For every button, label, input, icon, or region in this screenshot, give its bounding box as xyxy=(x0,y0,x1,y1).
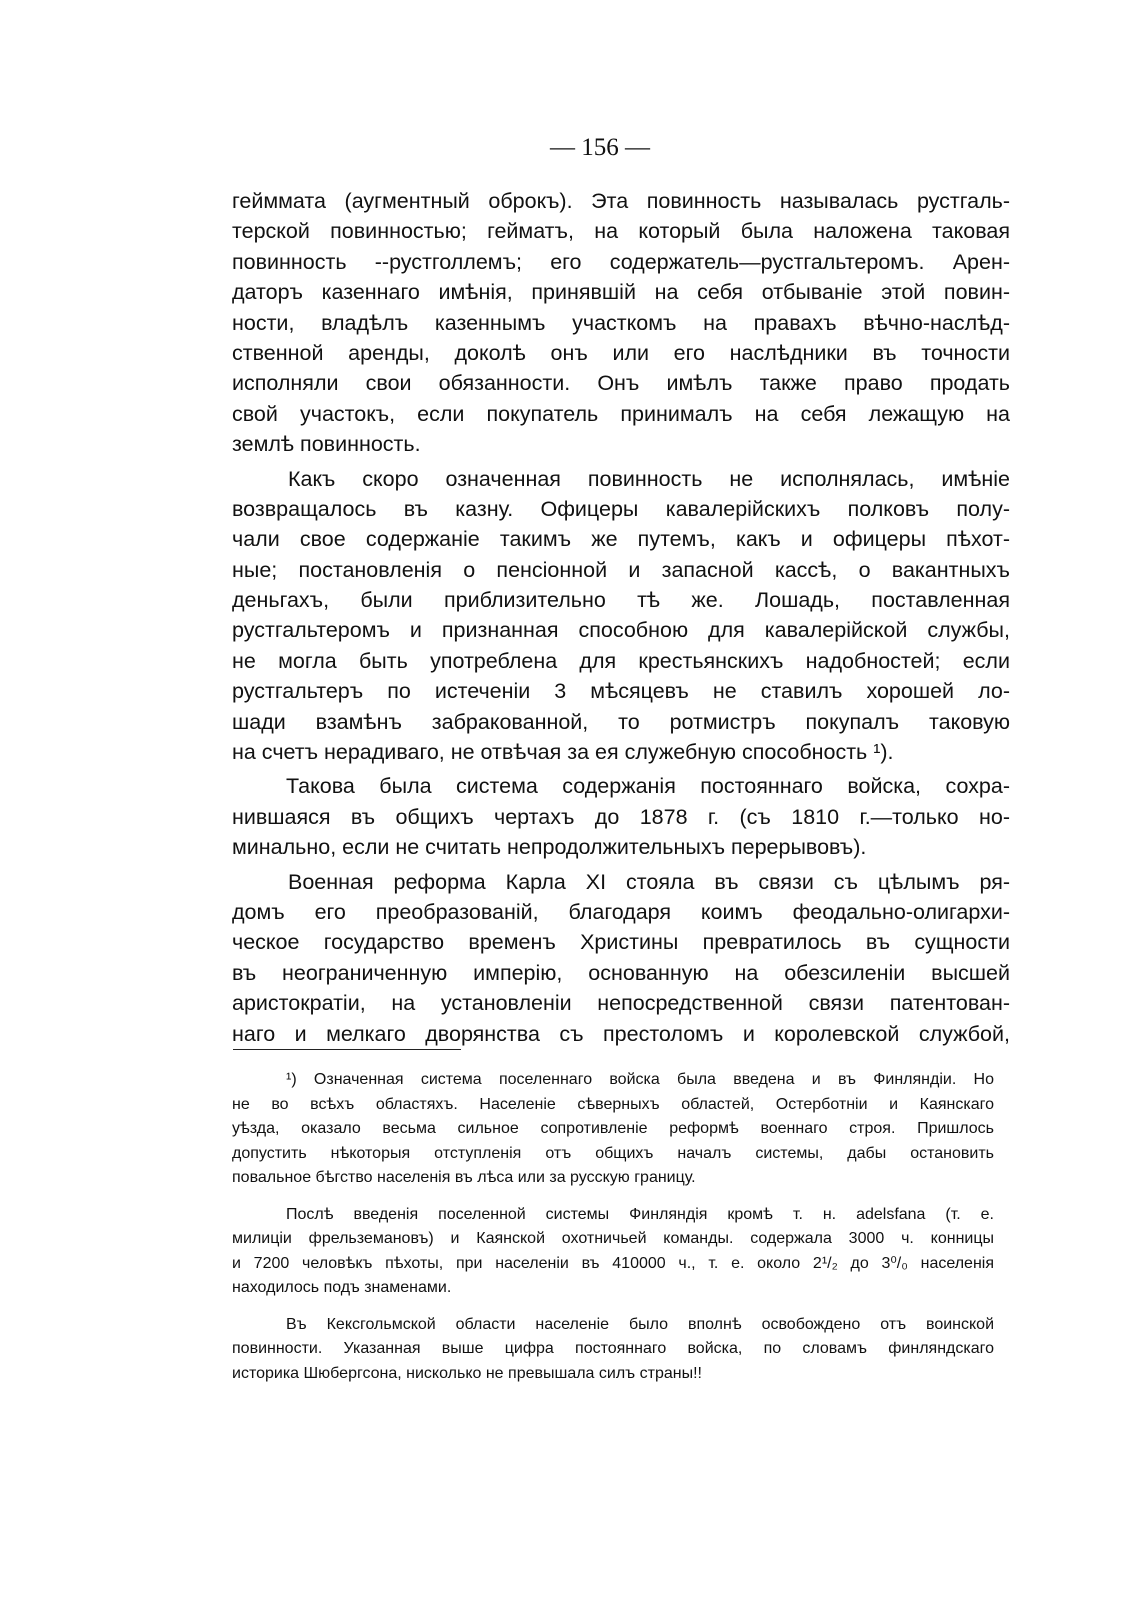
text-line: свой участокъ, если покупатель принималъ на себя лежащую на xyxy=(232,401,1010,426)
text-line: гейммата (аугментный оброкъ). Эта повинность называлась рустгаль- xyxy=(232,189,1010,213)
footnote-divider xyxy=(233,1049,461,1050)
text-line: въ неограниченную имперію, основанную на обезсиленіи высшей xyxy=(232,960,1010,985)
text-line: на счетъ нерадиваго, не отвѣчая за ея служебную способность ¹). xyxy=(232,740,894,765)
text-line: исполняли свои обязанности. Онъ имѣлъ также право продать xyxy=(232,371,1010,396)
text-line: наго и мелкаго дворянства съ престоломъ и королевской службой, xyxy=(232,1021,1010,1046)
footnote-line: Послѣ введенія поселенной системы Финляндія кромѣ т. н. adelsfana (т. е. xyxy=(286,1205,994,1223)
footnote-line: находилось подъ знаменами. xyxy=(232,1279,452,1296)
text-line: ческое государство временъ Христины превратилось въ сущности xyxy=(232,930,1010,955)
footnote-line: и 7200 человѣкъ пѣхоты, при населеніи въ 410000 ч., т. е. около 2¹/₂ до 3⁰/₀ населенія xyxy=(232,1254,994,1272)
text-line: ности, владѣлъ казеннымъ участкомъ на правахъ вѣчно-наслѣд- xyxy=(232,310,1010,335)
text-line: не могла быть употреблена для крестьянскихъ надобностей; если xyxy=(232,648,1010,673)
text-line: рустгальтеромъ и признанная способною для кавалерійской службы, xyxy=(232,618,1010,643)
footnote-line: допустить нѣкоторыя отступленія отъ общихъ началъ системы, дабы остановить xyxy=(232,1144,994,1162)
footnote-line: ¹) Означенная система поселеннаго войска была введена и въ Финляндіи. Но xyxy=(286,1071,994,1088)
text-line: возвращалось въ казну. Офицеры кавалерійскихъ полковъ полу- xyxy=(232,496,1010,521)
text-line: Какъ скоро означенная повинность не исполнялась, имѣніе xyxy=(288,466,1010,491)
text-line: землѣ повинность. xyxy=(232,432,421,457)
text-line: деньгахъ, были приблизительно тѣ же. Лошадь, поставленная xyxy=(232,588,1010,613)
text-line: повинность --рустголлемъ; его содержатель—рустгальтеромъ. Арен- xyxy=(232,249,1010,274)
text-line: шади взамѣнъ забракованной, то ротмистръ покупалъ таковую xyxy=(232,709,1010,734)
footnote-line: Въ Кексгольмской области населеніе было вполнѣ освобождено отъ воинской xyxy=(286,1315,994,1333)
text-line: Военная реформа Карла XI стояла въ связи съ цѣлымъ ря- xyxy=(288,869,1010,894)
text-line: даторъ казеннаго имѣнія, принявшій на себя отбываніе этой повин- xyxy=(232,280,1010,305)
footnotes xyxy=(232,1068,994,1386)
footnote-line: повальное бѣгство населенія въ лѣса или за русскую границу. xyxy=(232,1169,696,1186)
footnote-line: уѣзда, оказало весьма сильное сопротивленіе реформѣ военнаго строя. Пришлось xyxy=(232,1120,994,1137)
main-text xyxy=(232,186,1010,1049)
footnote-line: не во всѣхъ областяхъ. Населеніе сѣверныхъ областей, Остерботніи и Каянскаго xyxy=(232,1095,994,1113)
text-line: терской повинностью; гейматъ, на который была наложена таковая xyxy=(232,219,1010,244)
text-line: ные; постановленія о пенсіонной и запасной кассѣ, о вакантныхъ xyxy=(232,557,1010,582)
text-line: аристократіи, на установленіи непосредственной связи патентован- xyxy=(232,991,1010,1016)
text-line: ственной аренды, доколѣ онъ или его наслѣдники въ точности xyxy=(232,340,1010,365)
page-number: — 156 — xyxy=(550,134,650,161)
text-line: домъ его преобразованій, благодаря коимъ феодально-олигархи- xyxy=(232,899,1010,924)
text-line: минально, если не считать непродолжительныхъ перерывовъ). xyxy=(232,835,867,860)
text-line: рустгальтеръ по истеченіи 3 мѣсяцевъ не ставилъ хорошей ло- xyxy=(232,679,1010,704)
footnote-line: милиціи фрельземановъ) и Каянской охотничьей команды. содержала 3000 ч. конницы xyxy=(232,1230,994,1247)
footnote-line: повинности. Указанная выше цифра постояннаго войска, по словамъ финляндскаго xyxy=(232,1340,994,1357)
text-line: Такова была система содержанія постояннаго войска, сохра- xyxy=(286,774,1010,799)
text-line: нившаяся въ общихъ чертахъ до 1878 г. (съ 1810 г.—только но- xyxy=(232,804,1010,829)
text-line: чали свое содержаніе такимъ же путемъ, какъ и офицеры пѣхот- xyxy=(232,527,1010,552)
footnote-line: историка Шюбергсона, нисколько не превышала силъ страны!! xyxy=(232,1364,702,1382)
